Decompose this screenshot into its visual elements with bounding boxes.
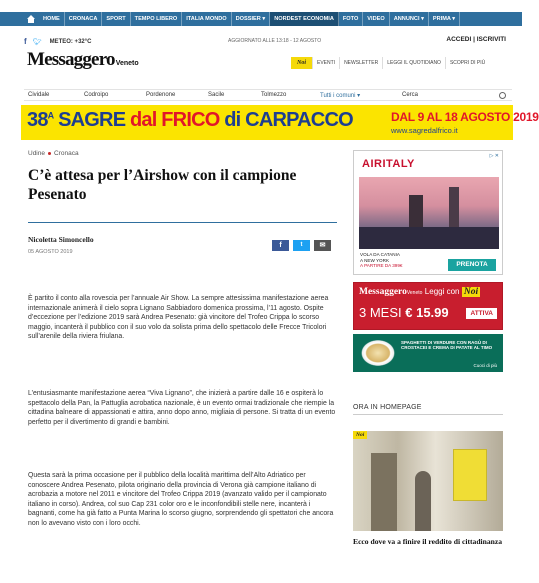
yellow-poster (453, 449, 487, 501)
noi-tag: Noi (353, 431, 367, 439)
airitaly-logo: AIRITALY (362, 158, 415, 170)
city-tolmezzo[interactable]: Tolmezzo (261, 92, 287, 98)
nav-sport[interactable]: SPORT (102, 12, 130, 26)
all-cities-dropdown[interactable]: Tutti i comuni ▾ (320, 92, 361, 99)
food-ad-text: SPAGHETTI DI VERDURE CON RAGÙ DI CROSTACEI E CREMA DI PATATE AL TIMO (401, 340, 493, 351)
banner-title: $38^A$ SAGRE dal FRICO di CARPACCO (27, 109, 353, 131)
nav-nordest-economia[interactable]: NORDEST ECONOMIA (270, 12, 339, 26)
subscription-headline: MessaggeroVeneto Leggi con Noi (359, 287, 479, 297)
facebook-icon[interactable]: f (24, 37, 27, 46)
food-image (360, 339, 396, 367)
share-buttons (272, 240, 331, 251)
airitaly-ad[interactable] (353, 150, 503, 275)
search-label[interactable]: Cerca (402, 92, 419, 98)
account-separator: | (473, 36, 477, 43)
search-icon[interactable] (499, 92, 506, 99)
cities-nav (24, 89, 512, 101)
article-title: C’è attesa per l’Airshow con il campione Pesenato (28, 167, 297, 203)
sub-nav (291, 57, 489, 69)
subscribe-link[interactable]: ISCRIVITI (476, 36, 506, 43)
article-author[interactable]: Nicoletta Simoncello (28, 235, 94, 244)
subnav-eventi[interactable]: EVENTI (312, 57, 339, 69)
subnav-newsletter[interactable]: NEWSLETTER (339, 57, 382, 69)
bullet-icon (48, 152, 51, 155)
home-icon[interactable] (26, 15, 36, 24)
ora-in-homepage-heading: ORA IN HOMEPAGE (353, 404, 422, 411)
share-facebook-icon[interactable]: f (272, 240, 289, 251)
article-date: 05 AGOSTO 2019 (28, 249, 73, 255)
logo-region: Veneto (115, 60, 139, 67)
person-figure (415, 471, 431, 531)
last-updated: AGGIORNATO ALLE 13:18 - 12 AGOSTO (228, 38, 322, 44)
social-links (24, 37, 95, 46)
skyline (359, 227, 499, 249)
city-codroipo[interactable]: Codroipo (84, 92, 109, 98)
banner-url: www.sagredalfrico.it (391, 126, 458, 135)
attiva-button[interactable]: ATTIVA (466, 308, 497, 319)
noi-badge[interactable]: Noi (291, 57, 312, 69)
breadcrumb-udine[interactable]: Udine (28, 150, 45, 157)
nav-video[interactable]: VIDEO (363, 12, 389, 26)
airitaly-caption: VOLA DA CATANIA A NEW YORK A PARTIRE DA 399€ (360, 252, 403, 268)
share-email-icon[interactable]: ✉ (314, 240, 331, 251)
subscription-price: 3 MESI € 15.99 (359, 305, 449, 320)
nav-tempo-libero[interactable]: TEMPO LIBERO (131, 12, 183, 26)
sagre-frico-banner[interactable] (21, 105, 539, 140)
twitter-icon[interactable]: 🐦︎ (32, 38, 42, 46)
banner-dates: DAL 9 AL 18 AGOSTO 2019 (391, 110, 539, 124)
adchoices-icon[interactable]: ▷ ✕ (489, 153, 499, 159)
breadcrumb-cronaca[interactable]: Cronaca (53, 150, 79, 157)
subnav-leggi-quotidiano[interactable]: LEGGI IL QUOTIDIANO (382, 57, 445, 69)
city-sacile[interactable]: Sacile (208, 92, 225, 98)
food-ad[interactable] (353, 334, 503, 372)
food-ad-brand: Cuoci di più (473, 363, 497, 368)
prenota-button[interactable]: PRENOTA (448, 259, 496, 271)
brooklyn-bridge-image (359, 177, 499, 249)
city-pordenone[interactable]: Pordenone (146, 92, 176, 98)
nav-prima[interactable]: PRIMA ▾ (429, 12, 460, 26)
nav-cronaca[interactable]: CRONACA (65, 12, 103, 26)
nav-foto[interactable]: FOTO (339, 12, 363, 26)
article-paragraph: Questa sarà la prima occasione per il pubblico della località marittima dell’Alto Adriatico per conoscere Andrea Pesenato, pilota originario della provincia di Verona già campione italiano di acrobazia a motore nel 2011 e vincitore del Trofeo Crippa 2019 (avanzato valido per il campionato italiano in corso). Andrea, col suo Cap 231 color oro e le inconfondibili stelle nere, incanterà i bagnanti, come ha già fatto a Punta Marina lo scorso giugno, sorprendendo gli spettatori che ancora non lo avevano visto con i loro occhi. (28, 472, 334, 527)
homepage-story-title[interactable]: Ecco dove va a finire il reddito di cittadinanza (353, 537, 503, 546)
account-links (446, 36, 506, 43)
login-link[interactable]: ACCEDI (446, 36, 472, 43)
meteo[interactable]: METEO: +32°C (49, 38, 92, 45)
breadcrumb (28, 150, 79, 157)
logo-main: Messaggero (27, 49, 115, 70)
article-paragraph: È partito il conto alla rovescia per l’annuale Air Show. La sempre attesissima manifestazione aerea internazionale animerà il cielo sopra Lignano Sabbiadoro domenica prossima, l’11 agosto. Ospite d’eccezione per l’edizione 2019 sarà Andrea Pesenato: già vincitore del Trofeo Crippa lo scorso maggio, incanterà il pubblico con il suo volo da solista prima dello spettacolo delle Frecce Tricolori sull’arenile della riviera friulana. (28, 295, 329, 341)
title-divider (28, 222, 337, 223)
section-divider (353, 414, 503, 415)
site-logo[interactable] (27, 49, 139, 71)
subscription-ad[interactable] (353, 282, 503, 330)
subnav-scopri[interactable]: SCOPRI DI PIÙ (445, 57, 489, 69)
share-twitter-icon[interactable]: t (293, 240, 310, 251)
top-nav (0, 12, 522, 26)
homepage-story-image[interactable] (353, 431, 503, 531)
nav-home[interactable]: HOME (39, 12, 65, 26)
doorway (371, 453, 397, 531)
nav-dossier[interactable]: DOSSIER ▾ (232, 12, 271, 26)
city-cividale[interactable]: Cividale (28, 92, 50, 98)
article-paragraph: L’entusiasmante manifestazione aerea “Viva Lignano”, che inizierà a partire dalle 16 e ospiterà lo spettacolo della Pan, la Pattuglia acrobatica nazionale, è un evento ormai tradizionale che riempie la cittadina balneare di appassionati e attira, anno dopo anno, migliaia di persone. Si tratta di un evento perfetto per il divertimento di grandi e bambini. (28, 390, 336, 426)
nav-italia-mondo[interactable]: ITALIA MONDO (182, 12, 231, 26)
nav-annunci[interactable]: ANNUNCI ▾ (390, 12, 429, 26)
